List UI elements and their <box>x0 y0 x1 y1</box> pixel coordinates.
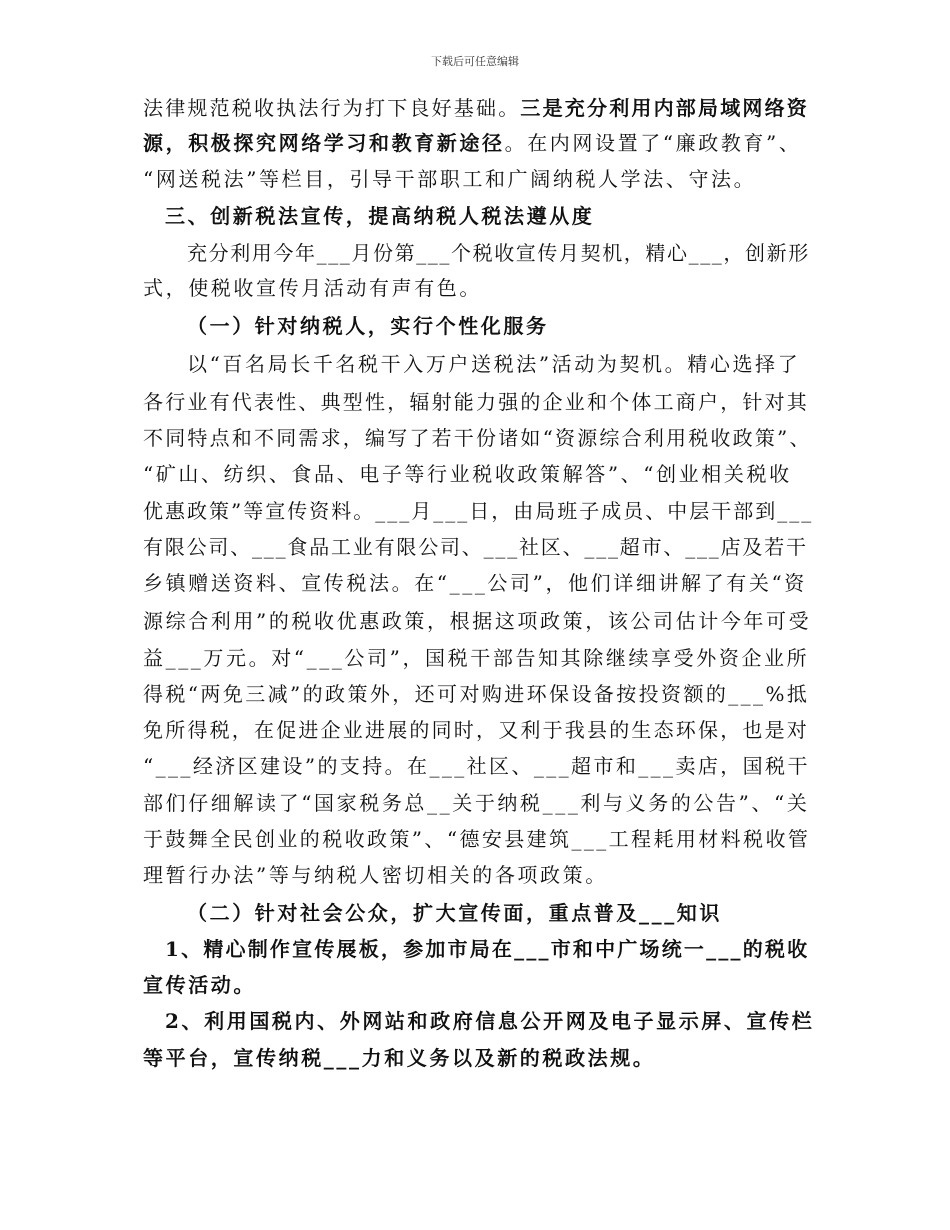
text-line <box>143 677 813 711</box>
text-line <box>165 199 813 233</box>
text-line <box>143 786 813 820</box>
bold-text: 三是充分利用内部局域网络资 <box>520 96 810 120</box>
body-text: “___经济区建设”的支持。在___社区、___超市和___卖店，国税干 <box>143 754 810 778</box>
text-line <box>143 1041 813 1075</box>
body-text: 有限公司、___食品工业有限公司、___社区、___超市、___店及若干 <box>143 535 808 559</box>
text-line <box>143 530 813 564</box>
text-line <box>187 896 813 930</box>
text-line <box>187 236 813 270</box>
text-line <box>143 91 813 125</box>
body-text: 法律规范税收执法行为打下良好基础。 <box>143 96 521 120</box>
body-text: 理暂行办法”等与纳税人密切相关的各项政策。 <box>143 863 608 887</box>
text-line <box>165 932 813 966</box>
text-line <box>143 968 813 1002</box>
body-text: 充分利用今年___月份第___个税收宣传月契机，精心___，创新形 <box>187 241 810 265</box>
text-line <box>143 162 813 196</box>
text-line <box>143 126 813 160</box>
body-text: 以“百名局长千名税干入万户送税法”活动为契机。精心选择了 <box>187 352 801 376</box>
bold-text: 宣传活动。 <box>143 973 256 997</box>
body-text: 乡镇赠送资料、宣传税法。在“___公司”，他们详细讲解了有关“资 <box>143 571 807 595</box>
bold-text: 等平台，宣传纳税___力和义务以及新的税政法规。 <box>143 1046 656 1070</box>
body-text: 式，使税收宣传月活动有声有色。 <box>143 276 482 300</box>
text-line <box>187 347 813 381</box>
body-text: 益___万元。对“___公司”，国税干部告知其除继续享受外资企业所 <box>143 646 810 670</box>
text-line <box>187 309 813 343</box>
body-text: 各行业有代表性、典型性，辐射能力强的企业和个体工商户，针对其 <box>143 390 809 414</box>
body-text: 优惠政策”等宣传资料。___月___日，由局班子成员、中层干部到___ <box>143 499 814 523</box>
text-line <box>143 494 813 528</box>
text-line <box>143 385 813 419</box>
text-line <box>143 604 813 638</box>
body-text: “矿山、纺织、食品、电子等行业税收政策解答”、“创业相关税收 <box>143 462 792 486</box>
text-line <box>143 271 813 305</box>
bold-text: （二）针对社会公众，扩大宣传面，重点普及___知识 <box>187 901 722 925</box>
body-text: 不同特点和不同需求，编写了若干份诸如“资源综合利用税收政策”、 <box>143 426 812 450</box>
bold-text: 2、利用国税内、外网站和政府信息公开网及电子显示屏、宣传栏 <box>165 1009 815 1033</box>
text-line <box>143 822 813 856</box>
text-line <box>143 641 813 675</box>
text-line <box>143 858 813 892</box>
body-text: 得税“两免三减”的政策外，还可对购进环保设备按投资额的___%抵 <box>143 682 810 706</box>
body-text: 源综合利用”的税收优惠政策，根据这项政策，该公司估计今年可受 <box>143 609 812 633</box>
bold-text: 源，积极探究网络学习和教育新途径 <box>143 131 505 155</box>
body-text: 免所得税，在促进企业进展的同时，又利于我县的生态环保，也是对 <box>143 718 809 742</box>
text-line <box>143 421 813 455</box>
bold-text: 1、精心制作宣传展板，参加市局在___市和中广场统一___的税收 <box>165 937 810 961</box>
body-text: 。在内网设置了“廉政教育”、 <box>504 131 802 155</box>
body-text: 部们仔细解读了“国家税务总__关于纳税___利与义务的公告”、“关 <box>143 791 810 815</box>
text-line <box>165 1004 813 1038</box>
body-text: “网送税法”等栏目，引导干部职工和广阔纳税人学法、守法。 <box>143 167 757 191</box>
page-header: 下载后可任意编辑 <box>431 55 519 68</box>
text-line <box>143 713 813 747</box>
bold-text: 三、创新税法宣传，提高纳税人税法遵从度 <box>165 204 595 228</box>
text-line <box>143 566 813 600</box>
text-line <box>143 749 813 783</box>
body-text: 于鼓舞全民创业的税收政策”、“德安县建筑___工程耗用材料税收管 <box>143 827 811 851</box>
text-line <box>143 457 813 491</box>
bold-text: （一）针对纳税人，实行个性化服务 <box>187 314 549 338</box>
